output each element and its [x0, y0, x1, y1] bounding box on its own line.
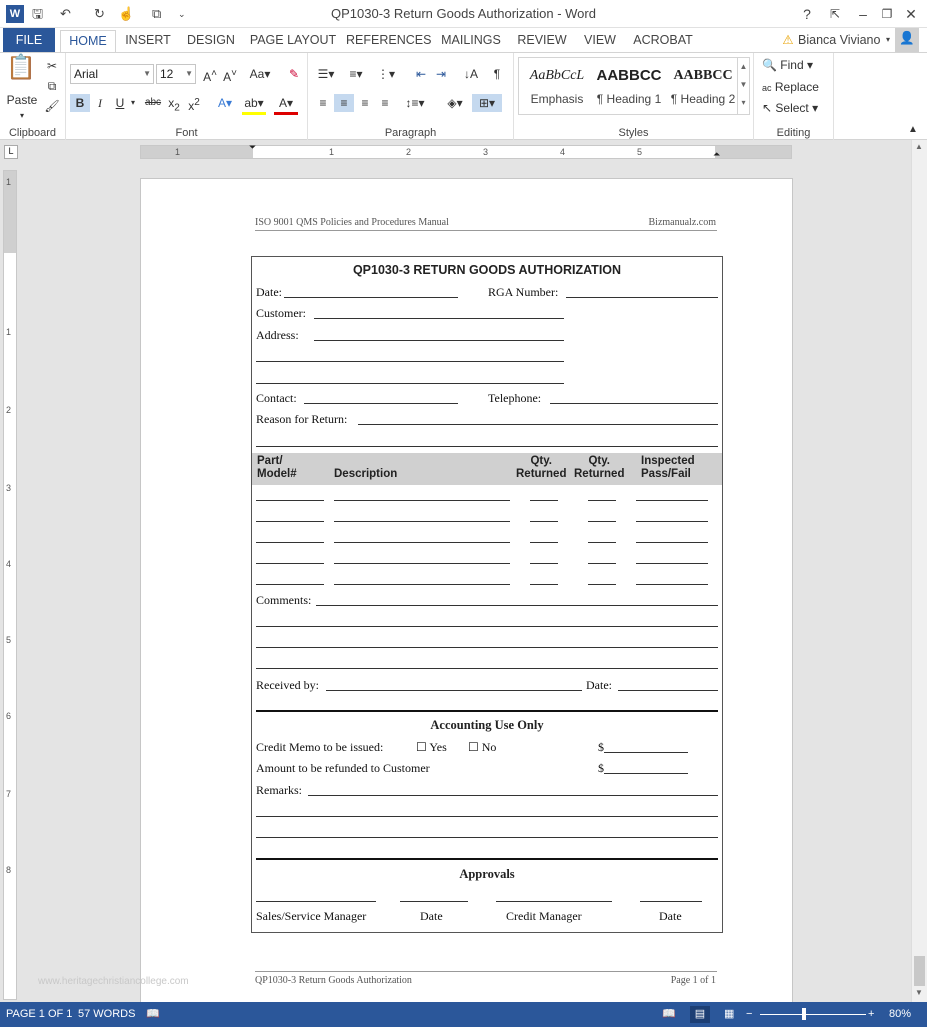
ribbon-tab-row [0, 28, 927, 52]
remarks-field-3[interactable] [256, 837, 718, 838]
bold-button[interactable]: B [70, 94, 90, 112]
grow-font-icon[interactable]: A˄ [203, 68, 217, 84]
style-preview: AABBCC [596, 67, 662, 84]
touch-mode-icon[interactable]: ☝ [118, 6, 135, 21]
item-row-3-part[interactable] [256, 542, 324, 543]
styles-group-label: Styles [618, 127, 649, 139]
form-title: QP1030-3 RETURN GOODS AUTHORIZATION [352, 263, 622, 277]
rga-number-label: RGA Number: [488, 285, 559, 299]
styles-gallery [518, 57, 750, 115]
select-label: Select [775, 101, 809, 115]
accounting-title: Accounting Use Only [430, 718, 544, 732]
show-formatting-icon[interactable]: ¶ [493, 67, 501, 81]
tab-file[interactable]: FILE [3, 28, 55, 52]
ribbon-display-options-button[interactable]: ⇱ [829, 7, 841, 21]
footer-rule [255, 971, 717, 972]
vertical-ruler[interactable] [3, 170, 17, 1000]
credit-amount-field[interactable] [604, 752, 688, 753]
font-group [66, 53, 308, 141]
item-row-5-part[interactable] [256, 584, 324, 585]
no-label: No [481, 740, 497, 754]
vertical-scrollbar[interactable] [911, 140, 927, 1002]
bullets-icon[interactable]: ☰▾ [317, 67, 335, 81]
item-row-5-qty1[interactable] [530, 584, 558, 585]
refund-amount-field[interactable] [604, 773, 688, 774]
date-label: Date: [256, 285, 282, 299]
paste-icon[interactable]: 📋 [6, 54, 36, 81]
ruler-margin-left [141, 146, 253, 158]
style-preview: AaBbCcL [529, 68, 585, 83]
scroll-thumb[interactable] [914, 956, 925, 986]
section-divider [256, 710, 718, 712]
header-right: Bizmanualz.com [648, 217, 716, 228]
item-row-4-description[interactable] [334, 563, 510, 564]
address-field-2[interactable] [256, 361, 564, 362]
item-row-5-description[interactable] [334, 584, 510, 585]
save-icon[interactable]: 🖫 [32, 6, 44, 21]
style-emphasis[interactable] [521, 64, 593, 112]
date-field[interactable] [284, 297, 458, 298]
refund-dollar-sign: $ [598, 761, 604, 775]
customer-field[interactable] [314, 318, 564, 319]
item-row-3-description[interactable] [334, 542, 510, 543]
line-spacing-icon[interactable]: ↕≡▾ [405, 96, 425, 110]
highlight-color-icon[interactable]: ab▾ [242, 94, 266, 115]
change-case-icon[interactable]: Aa▾ [249, 67, 271, 81]
styles-group [514, 53, 754, 141]
page-count[interactable]: PAGE 1 OF 1 [6, 1008, 73, 1020]
align-left-icon[interactable]: ≡ [319, 96, 327, 110]
scroll-down-icon[interactable]: ▼ [915, 988, 923, 997]
document-page[interactable] [140, 178, 793, 1018]
zoom-slider-thumb[interactable] [802, 1008, 806, 1020]
word-count[interactable]: 57 WORDS [78, 1008, 136, 1020]
item-row-2-qty1[interactable] [530, 521, 558, 522]
ruler-number: 4 [560, 147, 566, 157]
checkbox-icon: ☐ [468, 740, 479, 754]
format-painter-icon[interactable]: 🖌 [44, 99, 60, 113]
new-document-icon[interactable]: ⧉ [152, 6, 162, 21]
paste-dropdown-icon[interactable]: ▾ [19, 111, 24, 120]
style-name: ¶ Heading 2 [670, 92, 736, 106]
remarks-field-2[interactable] [256, 816, 718, 817]
font-group-label: Font [175, 127, 198, 139]
item-row-2-description[interactable] [334, 521, 510, 522]
tab-view[interactable]: VIEW [584, 33, 616, 47]
item-row-2-inspected[interactable] [636, 521, 708, 522]
borders-icon[interactable]: ⊞▾ [472, 94, 502, 112]
ruler-number: 2 [6, 405, 12, 415]
tab-references[interactable]: REFERENCES [346, 33, 432, 47]
column-part-model: Part/ Model# [257, 455, 297, 480]
item-row-3-inspected[interactable] [636, 542, 708, 543]
align-center-icon[interactable]: ≡ [334, 94, 354, 112]
credit-date-field[interactable] [640, 901, 702, 902]
item-row-1-part[interactable] [256, 500, 324, 501]
credit-dollar-sign: $ [598, 740, 604, 754]
paste-button[interactable]: Paste [6, 93, 38, 107]
sales-manager-caption: Sales/Service Manager [256, 909, 367, 923]
font-color-icon[interactable]: A▾ [274, 94, 298, 115]
ruler-number: 8 [6, 865, 12, 875]
font-size-combo[interactable] [156, 64, 196, 84]
style-preview: AABBCC [673, 68, 733, 83]
tab-insert[interactable]: INSERT [125, 33, 171, 47]
credit-date-caption: Date [659, 909, 682, 923]
right-indent-marker-icon[interactable]: ⏶ [713, 149, 721, 159]
proofing-icon[interactable]: 📖 [146, 1008, 160, 1020]
multilevel-list-icon[interactable]: ⋮▾ [376, 67, 396, 81]
rga-form [251, 256, 723, 933]
ruler-number: 1 [6, 327, 12, 337]
warning-icon: ⚠ [782, 33, 794, 47]
select-button[interactable]: ↖ Select ▾ [762, 101, 819, 115]
customer-label: Customer: [256, 306, 306, 320]
received-by-label: Received by: [256, 678, 319, 692]
shading-icon[interactable]: ◈▾ [447, 96, 463, 110]
reason-field-2[interactable] [256, 446, 718, 447]
zoom-out-icon[interactable]: − [746, 1008, 753, 1020]
refund-amount-label: Amount to be refunded to Customer [256, 761, 430, 775]
word-logo-icon: W [6, 5, 24, 23]
item-row-5-qty2[interactable] [588, 584, 616, 585]
editing-group-label: Editing [776, 127, 811, 139]
clipboard-group-label: Clipboard [8, 127, 57, 139]
item-row-4-part[interactable] [256, 563, 324, 564]
underline-dropdown-icon[interactable]: ▾ [130, 98, 135, 107]
clear-formatting-icon[interactable]: ✎ [288, 67, 300, 81]
print-layout-icon[interactable]: ▤ [690, 1006, 710, 1023]
items-table-header [252, 453, 722, 485]
checkbox-icon: ☐ [416, 740, 427, 754]
ruler-number: 3 [6, 483, 12, 493]
item-row-2-qty2[interactable] [588, 521, 616, 522]
italic-button[interactable]: I [98, 96, 102, 110]
sales-date-field[interactable] [400, 901, 468, 902]
ruler-number: 3 [483, 147, 489, 157]
indent-marker-icon[interactable]: ⏷ [249, 142, 257, 152]
item-row-4-qty2[interactable] [588, 563, 616, 564]
replace-button[interactable] [762, 78, 832, 97]
header-rule [255, 230, 717, 231]
item-row-3-qty2[interactable] [588, 542, 616, 543]
minimize-button[interactable]: – [859, 6, 867, 22]
no-checkbox[interactable] [468, 740, 496, 755]
ruler-margin-right [715, 146, 791, 158]
restore-button[interactable]: ❐ [881, 7, 893, 21]
font-name-combo[interactable] [70, 64, 154, 84]
reason-label: Reason for Return: [256, 412, 348, 426]
editing-group [754, 53, 834, 141]
shrink-font-icon[interactable]: A˅ [223, 68, 237, 84]
web-layout-icon[interactable]: ▦ [724, 1008, 735, 1020]
column-inspected: Inspected Pass/Fail [641, 455, 695, 480]
ruler-row [0, 140, 927, 164]
title-bar [0, 0, 927, 28]
column-qty-returned-2: Qty. Returned [574, 455, 625, 480]
paragraph-group-label: Paragraph [384, 127, 437, 139]
tab-acrobat[interactable]: ACROBAT [633, 33, 693, 47]
align-right-icon[interactable]: ≡ [361, 96, 369, 110]
yes-checkbox[interactable] [416, 740, 447, 755]
copy-icon[interactable]: ⧉ [47, 79, 57, 93]
zoom-level[interactable]: 80% [889, 1008, 912, 1020]
status-bar [0, 1002, 927, 1027]
ruler-number: 6 [6, 711, 12, 721]
sales-date-caption: Date [420, 909, 443, 923]
underline-button[interactable]: U [115, 96, 125, 110]
address-label: Address: [256, 328, 299, 342]
paragraph-group [308, 53, 514, 141]
sort-icon[interactable]: ↓A [463, 67, 478, 81]
reason-field-1[interactable] [358, 424, 718, 425]
zoom-in-icon[interactable]: + [868, 1008, 875, 1020]
header-left: ISO 9001 QMS Policies and Procedures Manual [255, 217, 449, 228]
tab-page-layout[interactable]: PAGE LAYOUT [249, 33, 337, 47]
chevron-down-icon: ▼ [185, 69, 193, 78]
scroll-up-icon[interactable]: ▲ [915, 142, 923, 151]
yes-label: Yes [429, 740, 447, 754]
user-menu-chevron-icon[interactable]: ▾ [885, 35, 890, 44]
cut-icon[interactable]: ✂ [46, 59, 58, 73]
clipboard-group [0, 53, 66, 141]
footer-left: QP1030-3 Return Goods Authorization [255, 975, 412, 986]
comments-label: Comments: [256, 593, 312, 607]
tab-selector-icon[interactable]: L [4, 145, 18, 159]
zoom-slider[interactable] [760, 1014, 866, 1015]
received-by-field[interactable] [326, 690, 582, 691]
style-heading-1[interactable] [593, 64, 665, 112]
ruler-number: 1 [175, 147, 181, 157]
received-date-label: Date: [586, 678, 612, 692]
comments-field-3[interactable] [256, 647, 718, 648]
credit-manager-caption: Credit Manager [506, 909, 582, 923]
footer-right: Page 1 of 1 [670, 975, 716, 986]
ruler-number: 5 [637, 147, 643, 157]
chevron-down-icon: ▼ [143, 69, 151, 78]
item-row-1-qty2[interactable] [588, 500, 616, 501]
window-title: QP1030-3 Return Goods Authorization - Word [331, 6, 596, 21]
undo-icon[interactable]: ↶ [60, 6, 71, 21]
style-name: Emphasis [530, 92, 584, 106]
help-button[interactable]: ? [803, 6, 811, 22]
watermark: www.heritagechristiancollege.com [38, 976, 189, 987]
section-divider [256, 858, 718, 860]
credit-memo-label: Credit Memo to be issued: [256, 740, 384, 754]
user-name[interactable]: Bianca Viviano [798, 33, 881, 47]
cursor-icon: ↖ [762, 101, 773, 115]
item-row-1-inspected[interactable] [636, 500, 708, 501]
telephone-field[interactable] [550, 403, 718, 404]
tab-mailings[interactable]: MAILINGS [441, 33, 501, 47]
comments-field-2[interactable] [256, 626, 718, 627]
telephone-label: Telephone: [488, 391, 542, 405]
tab-review[interactable]: REVIEW [517, 33, 567, 47]
horizontal-ruler[interactable] [140, 142, 792, 159]
superscript-button[interactable]: $x^2$ [188, 97, 200, 113]
find-label: Find [780, 58, 804, 72]
ruler-number: 4 [6, 559, 12, 569]
address-field-1[interactable] [314, 340, 564, 341]
ribbon [0, 52, 927, 140]
item-row-3-qty1[interactable] [530, 542, 558, 543]
contact-field[interactable] [304, 403, 458, 404]
item-row-1-qty1[interactable] [530, 500, 558, 501]
text-effects-icon[interactable]: A▾ [217, 96, 233, 110]
credit-manager-signature-field[interactable] [496, 901, 612, 902]
ruler-number: 7 [6, 789, 12, 799]
increase-indent-icon[interactable]: ⇥ [435, 67, 447, 81]
binoculars-icon: 🔍 [762, 58, 777, 72]
tab-design[interactable]: DESIGN [187, 33, 235, 47]
customize-qat-icon[interactable]: ⌄ [178, 9, 186, 19]
item-row-4-qty1[interactable] [530, 563, 558, 564]
close-button[interactable]: ✕ [905, 6, 917, 22]
contact-label: Contact: [256, 391, 297, 405]
style-name: ¶ Heading 1 [596, 92, 662, 106]
ruler-number: 5 [6, 635, 12, 645]
remarks-field-1[interactable] [308, 795, 718, 796]
address-field-3[interactable] [256, 383, 564, 384]
collapse-ribbon-icon[interactable]: ▲ [908, 124, 918, 135]
remarks-label: Remarks: [256, 783, 302, 797]
style-heading-2[interactable] [667, 64, 739, 112]
received-date-field[interactable] [618, 690, 718, 691]
strikethrough-button[interactable]: abc [144, 97, 162, 108]
read-mode-icon[interactable]: 📖 [662, 1008, 676, 1020]
comments-field-1[interactable] [316, 605, 718, 606]
column-qty-returned-1: Qty. Returned [516, 455, 567, 480]
subscript-button[interactable]: $x_2$ [168, 96, 180, 114]
numbering-icon[interactable]: ≡▾ [349, 67, 363, 81]
ruler-number: 1 [329, 147, 335, 157]
replace-label: Replace [774, 80, 819, 94]
replace-icon: ac [762, 83, 772, 93]
avatar[interactable]: 👤 [895, 28, 919, 52]
item-row-4-inspected[interactable] [636, 563, 708, 564]
item-row-2-part[interactable] [256, 521, 324, 522]
find-button[interactable]: 🔍 Find ▾ [762, 58, 813, 72]
justify-icon[interactable]: ≡ [381, 96, 389, 110]
ruler-number: 2 [406, 147, 412, 157]
font-size-value: 12 [160, 67, 174, 81]
decrease-indent-icon[interactable]: ⇤ [415, 67, 427, 81]
item-row-5-inspected[interactable] [636, 584, 708, 585]
styles-scroll-icon[interactable]: ▲ ▼ ▾ [737, 58, 749, 114]
rga-number-field[interactable] [566, 297, 718, 298]
comments-field-4[interactable] [256, 668, 718, 669]
item-row-1-description[interactable] [334, 500, 510, 501]
tab-home[interactable]: HOME [60, 30, 116, 52]
sales-manager-signature-field[interactable] [256, 901, 376, 902]
redo-icon[interactable]: ↻ [94, 6, 105, 21]
approvals-title: Approvals [459, 867, 515, 881]
font-name-value: Arial [74, 67, 99, 81]
column-description: Description [334, 468, 398, 480]
ruler-number: 1 [6, 177, 12, 187]
